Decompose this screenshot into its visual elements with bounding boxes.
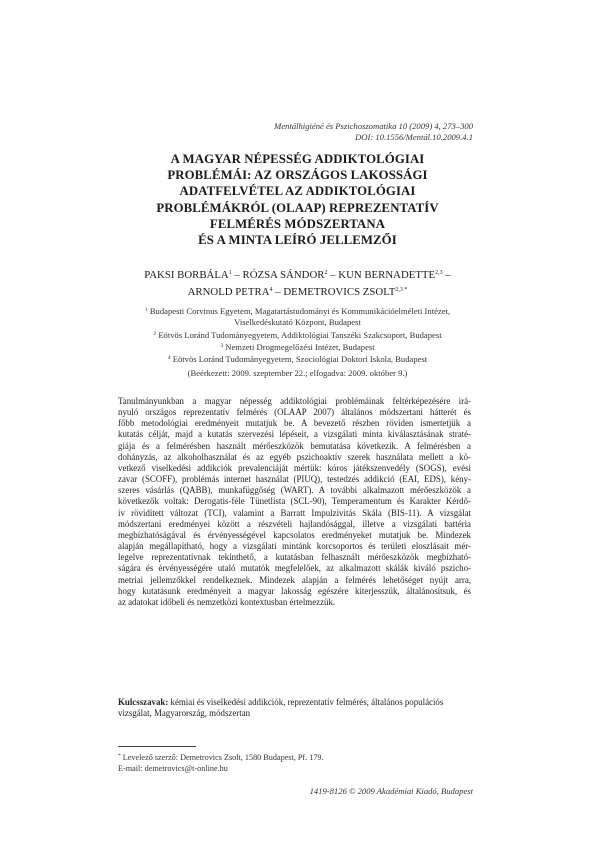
author-separator: – bbox=[272, 286, 281, 298]
abstract-line: hogy kutatásunk eredményeit a magyar lakosság egészére kiterjesszük, általánosítsuk, és bbox=[118, 585, 471, 596]
affiliation-number: 4 bbox=[167, 355, 171, 362]
author-affil-ref: 2,3 bbox=[435, 270, 443, 276]
title-line: PROBLÉMÁI: AZ ORSZÁGOS LAKOSSÁGI bbox=[167, 168, 428, 183]
abstract-line: szeres vásárlás (QABB), munkafüggőség (WART). A további alkalmazott mérőeszközök a bbox=[118, 485, 471, 496]
affiliation-line bbox=[110, 341, 485, 353]
abstract bbox=[118, 396, 471, 608]
title-line: ADATFELVÉTEL AZ ADDIKTOLÓGIAI bbox=[179, 184, 416, 199]
affiliation-text: Eötvös Loránd Tudományegyetem, Addiktológiai Tanszéki Szakcsoport, Budapest bbox=[158, 329, 442, 340]
abstract-line: Tanulmányunkban a magyar népesség addiktológiai problémáinak feltérképezésére irá- bbox=[118, 396, 471, 406]
abstract-line: kutatás célját, majd a kutatás szervezési lépéseit, a vizsgálati minta kiválasztásának straté- bbox=[118, 429, 471, 440]
abstract-line: módszertani eredményei között a részvételi hajlandósággal, illetve a vizsgálati battéria bbox=[118, 518, 471, 529]
article-title bbox=[110, 151, 485, 248]
journal-reference bbox=[274, 121, 473, 143]
affiliation-text: Viselkedéskutató Központ, Budapest bbox=[234, 317, 361, 328]
keywords bbox=[118, 697, 471, 719]
keywords-line: vizsgálat, Magyarország, módszertan bbox=[118, 708, 251, 719]
title-line: PROBLÉMÁKRÓL (OLAAP) REPREZENTATÍV bbox=[156, 200, 439, 215]
keywords-line bbox=[118, 697, 471, 708]
abstract-line: következők voltak: Derogatis-féle Tünetlista (SCL-90), Temperamentum és Karakter Kérdő- bbox=[118, 496, 471, 507]
abstract-line: ív rövidített változat (TCI), valamint a Barratt Impulzivitás Skála (BIS-11). A vizsgálat bbox=[118, 507, 471, 518]
author-name: RÓZSA SÁNDOR bbox=[242, 269, 325, 281]
abstract-line: legelve reprezentatívnak tekinthető, a kutatásban felhasznált mérőeszközök megbízható- bbox=[118, 552, 471, 563]
abstract-line: megbízhatóságával és érvényességével kapcsolatos eredményeket mutatjuk be. Mindezek bbox=[118, 529, 471, 540]
copyright-notice: 1419-8126 © 2009 Akadémiai Kiadó, Budapest bbox=[309, 786, 473, 796]
journal-citation: Mentálhigiéné és Pszichoszomatika 10 (2009) 4, 273–300 bbox=[274, 121, 473, 131]
author-line-1 bbox=[110, 266, 485, 283]
author-separator: – bbox=[442, 269, 451, 281]
author-name: ARNOLD PETRA bbox=[187, 286, 270, 298]
author-affil-ref: 4 bbox=[269, 287, 273, 293]
author-affil-ref: 1 bbox=[228, 270, 232, 276]
title-line: FELMÉRÉS MÓDSZERTANA bbox=[209, 216, 386, 231]
abstract-line: ságára és érvényességére utaló mutatók megfelelőek, az alkalmazott skálák kiváló pszicho- bbox=[118, 563, 471, 574]
affiliation-text: Nemzeti Drogmegelőzési Intézet, Budapest bbox=[225, 341, 375, 352]
abstract-line: főbb metodológiai eredményeit mutatjuk be. A bevezető részben röviden ismertetjük a bbox=[118, 418, 471, 429]
footnote-email: E-mail: demetrovics@t-online.hu bbox=[118, 764, 228, 773]
author-separator: – bbox=[327, 269, 336, 281]
author-affil-ref: 2,3 * bbox=[395, 287, 408, 293]
affiliation-number: 2 bbox=[153, 330, 157, 337]
author-name: KUN BERNADETTE bbox=[338, 269, 436, 281]
affiliation-line bbox=[110, 317, 485, 328]
corresponding-author: Levelező szerző: Demetrovics Zsolt, 1580 Budapest, Pf. 179. bbox=[120, 753, 324, 762]
abstract-line: vetkező viselkedési addikciók prevalenciáját mértük: kóros játékszenvedély (SOGS), evési bbox=[118, 462, 471, 473]
author-line-2 bbox=[110, 283, 485, 300]
keywords-text: kémiai és viselkedési addikciók, reprezentatív felmérés, általános populációs bbox=[168, 697, 444, 707]
affiliation-number: 1 bbox=[144, 307, 148, 313]
author-separator: – bbox=[231, 269, 240, 281]
abstract-line: alapján megállapítható, hogy a vizsgálati mintánk korcsoportos és területi eloszlásait mér- bbox=[118, 541, 471, 552]
affiliation-line bbox=[110, 305, 485, 317]
abstract-line: giája és a felmérésben használt mérőeszközök bemutatása következik. A felmérésben a bbox=[118, 440, 471, 451]
affiliation-text: Budapesti Corvinus Egyetem, Magatartástudományi és Kommunikációelméleti Intézet, bbox=[149, 306, 451, 316]
keywords-label: Kulcsszavak: bbox=[118, 697, 169, 707]
author-name: DEMETROVICS ZSOLT bbox=[283, 286, 396, 298]
abstract-line: nyuló országos reprezentatív felmérés (OLAAP 2007) általános módszertani hátterét és bbox=[118, 407, 471, 418]
affiliation-line bbox=[110, 329, 485, 341]
affiliation-number: 3 bbox=[220, 342, 224, 349]
abstract-line: az adatokat időbeli és nemzetközi kontextusban értelmezzük. bbox=[118, 596, 336, 607]
abstract-line: metriai jellemzőkkel rendelkeznek. Mindezek alapján a felmérés lehetőséget nyújt arra, bbox=[118, 574, 471, 585]
footnote-line bbox=[118, 751, 324, 763]
affiliation-text: Eötvös Loránd Tudományegyetem, Szociológiai Doktori Iskola, Budapest bbox=[172, 354, 428, 365]
footnote-divider bbox=[118, 746, 196, 747]
abstract-line: zavar (SCOFF), problémás internet használat (PIUQ), testedzés addikció (EAI, EDS), kény- bbox=[118, 474, 471, 485]
abstract-line: dohányzás, az alkoholhasználat és az egyéb pszichoaktív szerek használata mellett a kö- bbox=[118, 451, 471, 462]
author-name: PAKSI BORBÁLA bbox=[144, 269, 229, 281]
footnote bbox=[118, 751, 324, 774]
author-list bbox=[110, 266, 485, 300]
journal-doi: DOI: 10.1556/Mentál.10.2009.4.1 bbox=[355, 132, 473, 142]
title-line: A MAGYAR NÉPESSÉG ADDIKTOLÓGIAI bbox=[170, 152, 425, 166]
affiliation-list bbox=[110, 305, 485, 365]
footnote-marker: * bbox=[118, 753, 121, 759]
affiliation-line bbox=[110, 353, 485, 365]
received-dates: (Beérkezett: 2009. szeptember 22.; elfogadva: 2009. október 9.) bbox=[187, 368, 408, 378]
title-line: ÉS A MINTA LEÍRÓ JELLEMZŐI bbox=[198, 233, 397, 248]
author-affil-ref: 2 bbox=[324, 270, 328, 276]
